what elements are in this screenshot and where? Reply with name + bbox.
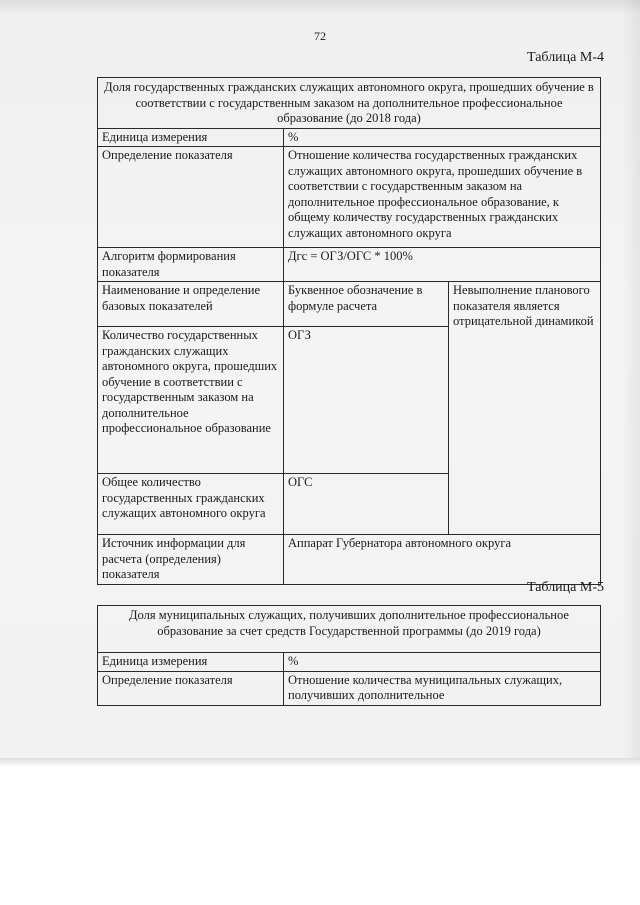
dynamics-note: Невыполнение планового показателя является отрицательной динамикой — [449, 282, 601, 535]
indicator-ogs-symbol: ОГС — [284, 474, 449, 535]
indicator-ogz-symbol: ОГЗ — [284, 327, 449, 474]
table-row — [98, 653, 601, 672]
unit-label: Единица измерения — [98, 128, 284, 147]
page-number: 72 — [314, 29, 326, 43]
algorithm-formula: Дгс = ОГЗ/ОГС * 100% — [284, 248, 601, 282]
table-m5 — [97, 605, 601, 706]
definition-value: Отношение количества государственных гражданских служащих автономного округа, прошедших обучение в соответствии с государственным заказом на дополнительное профессиональное образование, к общему количеству государственных гражданских служащих автономного округа — [284, 147, 601, 248]
table-m4 — [97, 77, 601, 585]
indicator-ogz-label: Количество государственных гражданских служащих автономного округа, прошедших обучение в соответствии с государственным заказом на дополнительное профессиональное образование — [98, 327, 284, 474]
table-m4-title: Доля государственных гражданских служащих автономного округа, прошедших обучение в соответствии с государственным заказом на дополнительное профессиональное образование (до 2018 года) — [98, 78, 601, 129]
table-row — [98, 671, 601, 705]
definition-label: Определение показателя — [98, 671, 284, 705]
symbol-column-label: Буквенное обозначение в формуле расчета — [284, 282, 449, 327]
table-row — [98, 606, 601, 653]
table-row — [98, 78, 601, 129]
table-row — [98, 282, 601, 327]
table-m4-caption: Таблица М-4 — [527, 50, 604, 65]
table-row — [98, 248, 601, 282]
source-label: Источник информации для расчета (определения) показателя — [98, 535, 284, 585]
table-row — [98, 535, 601, 585]
scan-shadow-top — [0, 0, 640, 14]
unit-value: % — [284, 653, 601, 672]
unit-label: Единица измерения — [98, 653, 284, 672]
definition-label: Определение показателя — [98, 147, 284, 248]
scan-bottom-edge — [0, 758, 640, 767]
unit-value: % — [284, 128, 601, 147]
table-row — [98, 128, 601, 147]
base-indicators-label: Наименование и определение базовых показателей — [98, 282, 284, 327]
table-row — [98, 147, 601, 248]
indicator-ogs-label: Общее количество государственных гражданских служащих автономного округа — [98, 474, 284, 535]
scan-shadow-right — [622, 0, 640, 765]
definition-value: Отношение количества муниципальных служащих, получивших дополнительное — [284, 671, 601, 705]
algorithm-label: Алгоритм формирования показателя — [98, 248, 284, 282]
source-value: Аппарат Губернатора автономного округа — [284, 535, 601, 585]
table-m5-title: Доля муниципальных служащих, получивших дополнительное профессиональное образование за счет средств Государственной программы (до 2019 года) — [98, 606, 601, 653]
table-m5-caption: Таблица М-5 — [527, 580, 604, 595]
